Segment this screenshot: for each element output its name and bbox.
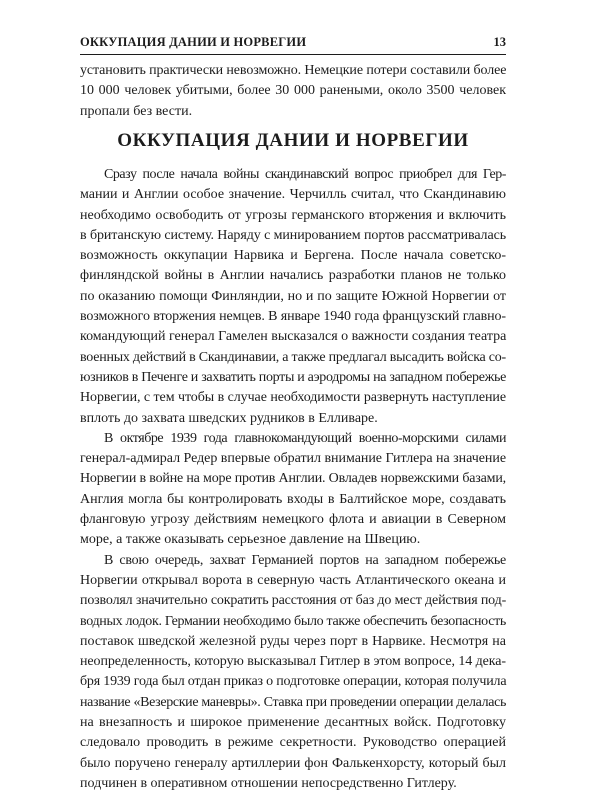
text-line: Норвегии, с тем чтобы в случае необходимости развернуть наступление — [80, 390, 506, 406]
text-line: подчинен в оперативном отношении непосредственно Гитлеру. — [80, 775, 457, 791]
running-title: ОККУПАЦИЯ ДАНИИ И НОРВЕГИИ — [80, 35, 307, 49]
text-line: генерал-адмирал Редер впервые обратил внимание Гитлера на значение — [80, 451, 506, 467]
section-body — [80, 165, 506, 794]
text-line: установить практически невозможно. Немецкие потери составили более — [80, 63, 507, 78]
text-line: военных действий в Скандинавии, а также предлагал высадить войска со- — [80, 349, 506, 365]
paragraph — [80, 165, 506, 429]
text-line: на внезапность и широкое применение десантных войск. Подготовку — [80, 715, 506, 731]
text-line: поставок шведской железной руды через порт в Нарвике. Несмотря на — [80, 633, 506, 649]
text-line: бря 1939 года был отдан приказ о подготовке операции, которая получила — [80, 674, 507, 690]
text-line: позволял значительно сократить расстояния от баз до мест действия под- — [80, 593, 507, 609]
text-line: мании и Англии особое значение. Черчилль считал, что Скандинавию — [80, 187, 506, 203]
text-line: юзников в Печенге и захватить порты и аэродромы на западном побережье — [80, 369, 506, 385]
text-line: Норвегии в войне на море против Англии. Овладев норвежскими базами, — [80, 471, 506, 487]
text-line: Англия могла бы контролировать входы в Балтийское море, создавать — [80, 491, 506, 507]
text-line: было поручено генералу артиллерии фон Фалькенхорсту, который был — [80, 755, 506, 771]
text-line: водных лодок. Германии необходимо было также обеспечить безопасность — [80, 613, 506, 629]
text-line: необходимо освободить от угрозы германского вторжения и включить — [80, 207, 506, 223]
text-line: по оказанию помощи Финляндии, но и по защите Южной Норвегии от — [80, 288, 506, 304]
paragraph — [80, 551, 506, 794]
text-line: в британскую систему. Наряду с минированием портов рассматривалась — [80, 227, 506, 243]
text-line: В октябре 1939 года главнокомандующий военно-морскими силами — [104, 430, 506, 446]
text-line: 10 000 человек убитыми, более 30 000 ранеными, около 3500 человек — [80, 83, 506, 99]
text-line: неопределенность, которую высказывал Гитлер в этом вопросе, 14 дека- — [80, 654, 506, 670]
text-line: фланговую угрозу действиям немецкого флота и авиации в Северном — [80, 512, 506, 528]
paragraph — [80, 429, 506, 551]
text-line: В свою очередь, захват Германией портов на западном побережье — [104, 552, 506, 568]
text-line: финляндской войны в Англии начались разработки планов не только — [80, 268, 506, 284]
text-line: возможного вторжения немцев. В январе 1940 года французский главно- — [80, 309, 506, 325]
text-line: название «Везерские маневры». Ставка при проведении операции делалась — [80, 694, 506, 710]
page-number: 13 — [493, 35, 506, 49]
running-header — [80, 34, 506, 55]
text-line: возможность оккупации Нарвика и Бергена. После начала советско- — [80, 248, 506, 264]
text-line: следовало проводить в режиме секретности. Руководство операцией — [80, 735, 506, 751]
text-line: командующий генерал Гамелен высказался о важности создания театра — [80, 329, 507, 345]
text-line: море, а также оказывать серьезное давление на Швецию. — [80, 532, 421, 548]
text-line: Норвегии открывал ворота в северную часть Атлантического океана и — [80, 572, 506, 588]
text-line: пропали без вести. — [80, 103, 193, 119]
text-line: вплоть до захвата шведских рудников в Елливаре. — [80, 410, 378, 426]
text-line: Сразу после начала войны скандинавский вопрос приобрел для Гер- — [104, 167, 506, 182]
section-title: ОККУПАЦИЯ ДАНИИ И НОРВЕГИИ — [117, 130, 469, 151]
carry-over-paragraph — [80, 61, 506, 122]
